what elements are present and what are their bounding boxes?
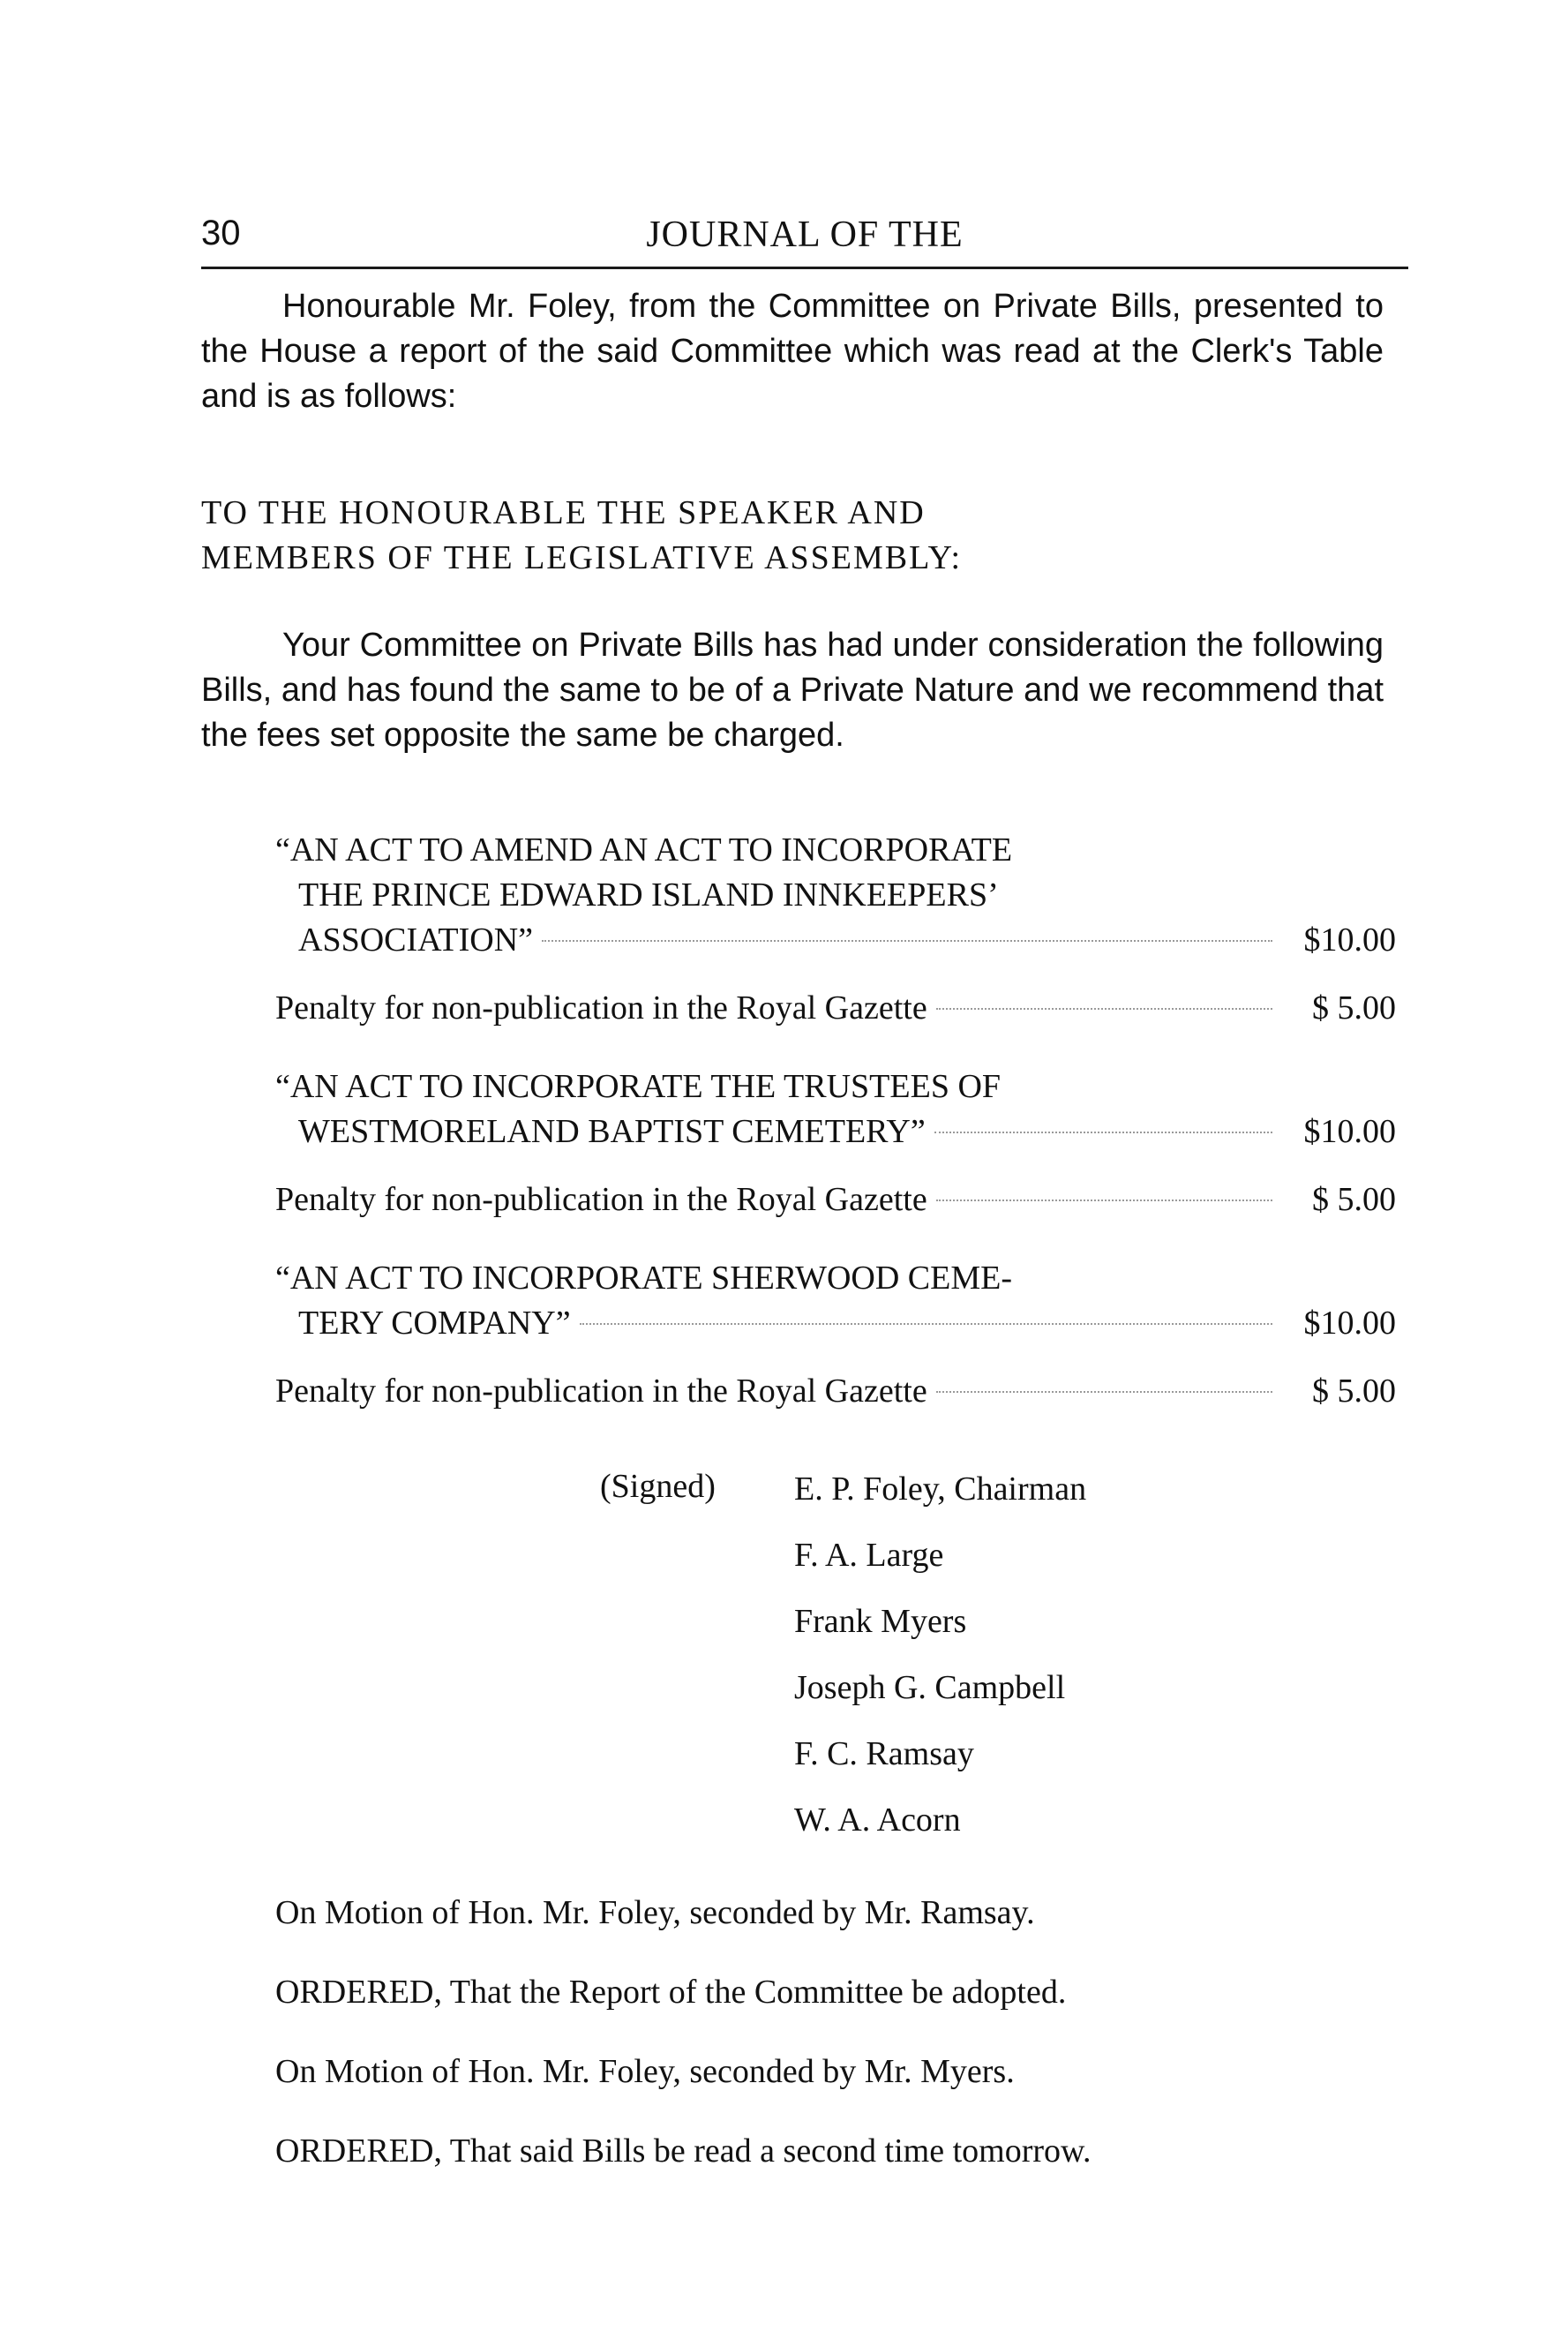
penalty-amount: $ 5.00 <box>1312 1373 1396 1410</box>
penalty-label: Penalty for non-publication in the Royal Gazette <box>275 1373 927 1410</box>
bill-title-last: ASSOCIATION” <box>298 921 533 959</box>
bill-item <box>275 828 1396 1031</box>
order-line: ORDERED, That said Bills be read a second time tomorrow. <box>275 2132 1092 2170</box>
signed-label: (Signed) <box>600 1468 716 1505</box>
report-paragraph: Your Committee on Private Bills has had under consideration the following Bills, and has found the same to be of a Private Nature and we recommend that the fees set opposite the same be charged. <box>201 627 1384 754</box>
running-head: JOURNAL OF THE <box>646 214 964 255</box>
bill-fee-row <box>275 918 1396 963</box>
signer-name: F. C. Ramsay <box>794 1735 974 1772</box>
bill-item <box>275 1064 1396 1222</box>
bill-fee: $10.00 <box>1303 921 1396 959</box>
bill-fee-row <box>275 1109 1396 1154</box>
bill-fee-row <box>275 1301 1396 1346</box>
order-line: ORDERED, That the Report of the Committee be adopted. <box>275 1974 1067 2011</box>
motion-line: On Motion of Hon. Mr. Foley, seconded by Mr. Myers. <box>275 2053 1015 2090</box>
penalty-amount: $ 5.00 <box>1312 989 1396 1027</box>
leader-dots <box>936 1200 1272 1201</box>
bill-title <box>275 1064 1396 1109</box>
penalty-label: Penalty for non-publication in the Royal Gazette <box>275 1181 927 1218</box>
leader-dots <box>934 1132 1272 1133</box>
penalty-row <box>275 986 1396 1031</box>
signer-name: E. P. Foley, Chairman <box>794 1470 1087 1508</box>
bill-title-line: “AN ACT TO AMEND AN ACT TO INCORPORATE <box>275 831 1013 869</box>
bill-title-line: “AN ACT TO INCORPORATE THE TRUSTEES OF <box>275 1068 1002 1105</box>
intro-paragraph: Honourable Mr. Foley, from the Committee on Private Bills, presented to the House a report of the said Committee which was read at the Clerk's Table and is as follows: <box>201 288 1384 415</box>
signer-name: Joseph G. Campbell <box>794 1669 1066 1706</box>
bill-fee: $10.00 <box>1303 1113 1396 1150</box>
address-block <box>201 491 1384 581</box>
motion-line: On Motion of Hon. Mr. Foley, seconded by Mr. Ramsay. <box>275 1894 1035 1931</box>
bill-title-line: “AN ACT TO INCORPORATE SHERWOOD CEME- <box>275 1260 1012 1297</box>
penalty-amount: $ 5.00 <box>1312 1181 1396 1218</box>
penalty-row <box>275 1177 1396 1222</box>
bill-title <box>275 828 1396 918</box>
bill-list <box>275 828 1396 1448</box>
leader-dots <box>580 1323 1272 1325</box>
bill-title <box>275 1256 1396 1301</box>
address-line-2: MEMBERS OF THE LEGISLATIVE ASSEMBLY: <box>201 539 963 576</box>
bill-title-line: THE PRINCE EDWARD ISLAND INNKEEPERS’ <box>298 876 999 914</box>
bill-fee: $10.00 <box>1303 1305 1396 1342</box>
address-line-1: TO THE HONOURABLE THE SPEAKER AND <box>201 494 926 531</box>
leader-dots <box>542 940 1272 942</box>
bill-item <box>275 1256 1396 1414</box>
penalty-row <box>275 1369 1396 1414</box>
signer-name: Frank Myers <box>794 1603 967 1640</box>
signer-name: F. A. Large <box>794 1537 944 1574</box>
penalty-label: Penalty for non-publication in the Royal Gazette <box>275 989 927 1027</box>
bill-title-last: TERY COMPANY” <box>298 1305 571 1342</box>
page-header <box>201 214 1408 269</box>
signer-name: W. A. Acorn <box>794 1801 961 1839</box>
bill-title-last: WESTMORELAND BAPTIST CEMETERY” <box>298 1113 926 1150</box>
page-number: 30 <box>201 214 241 252</box>
leader-dots <box>936 1008 1272 1010</box>
signature-list <box>794 1467 1086 1864</box>
leader-dots <box>936 1391 1272 1393</box>
